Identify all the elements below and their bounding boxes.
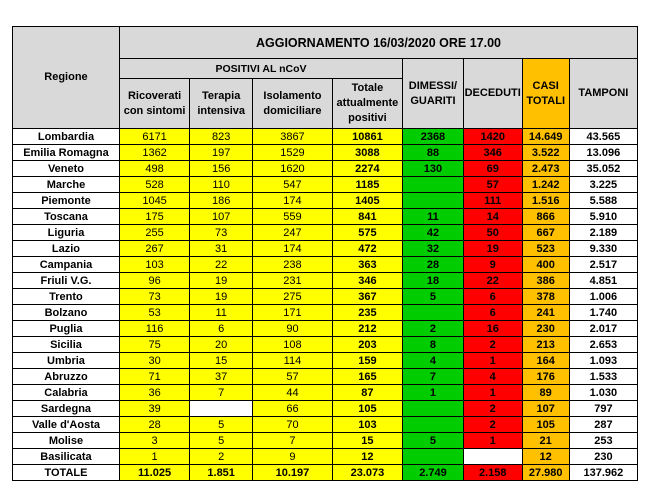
cell-casi-totali: 12 xyxy=(522,449,569,465)
cell-ricoverati: 75 xyxy=(119,337,189,353)
total-cell-casi-totali: 27.980 xyxy=(522,465,569,481)
cell-isolamento: 1529 xyxy=(253,145,333,161)
cell-dimessi: 32 xyxy=(403,241,464,257)
cell-ricoverati: 39 xyxy=(119,401,189,417)
cell-totale-positivi: 575 xyxy=(332,225,402,241)
cell-isolamento: 275 xyxy=(253,289,333,305)
cell-casi-totali: 105 xyxy=(522,417,569,433)
cell-tamponi: 287 xyxy=(569,417,637,433)
cell-casi-totali: 1.516 xyxy=(522,193,569,209)
cell-ricoverati: 498 xyxy=(119,161,189,177)
cell-isolamento: 70 xyxy=(253,417,333,433)
table-row xyxy=(13,225,638,241)
total-cell-isolamento: 10.197 xyxy=(253,465,333,481)
cell-deceduti: 4 xyxy=(463,369,522,385)
cell-tamponi: 2.189 xyxy=(569,225,637,241)
cell-totale-positivi: 10861 xyxy=(332,129,402,145)
cell-terapia: 37 xyxy=(190,369,253,385)
cell-deceduti: 19 xyxy=(463,241,522,257)
cell-deceduti: 6 xyxy=(463,305,522,321)
cell-ricoverati: 175 xyxy=(119,209,189,225)
cell-dimessi: 5 xyxy=(403,433,464,449)
cell-deceduti: 1 xyxy=(463,385,522,401)
cell-tamponi: 5.910 xyxy=(569,209,637,225)
cell-tamponi: 230 xyxy=(569,449,637,465)
cell-regione: Abruzzo xyxy=(13,369,120,385)
cell-casi-totali: 107 xyxy=(522,401,569,417)
cell-regione: Emilia Romagna xyxy=(13,145,120,161)
total-cell-dimessi: 2.749 xyxy=(403,465,464,481)
cell-dimessi xyxy=(403,177,464,193)
cell-terapia xyxy=(190,401,253,417)
cell-deceduti: 9 xyxy=(463,257,522,273)
cell-regione: Marche xyxy=(13,177,120,193)
total-cell-totale-positivi: 23.073 xyxy=(332,465,402,481)
cell-terapia: 7 xyxy=(190,385,253,401)
table-row xyxy=(13,305,638,321)
cell-isolamento: 57 xyxy=(253,369,333,385)
cell-tamponi: 9.330 xyxy=(569,241,637,257)
header-terapia: Terapia intensiva xyxy=(190,79,253,129)
cell-isolamento: 66 xyxy=(253,401,333,417)
cell-terapia: 2 xyxy=(190,449,253,465)
cell-tamponi: 1.533 xyxy=(569,369,637,385)
cell-casi-totali: 523 xyxy=(522,241,569,257)
cell-dimessi xyxy=(403,401,464,417)
cell-casi-totali: 21 xyxy=(522,433,569,449)
cell-terapia: 20 xyxy=(190,337,253,353)
cell-ricoverati: 103 xyxy=(119,257,189,273)
table-row xyxy=(13,145,638,161)
cell-ricoverati: 1 xyxy=(119,449,189,465)
header-regione: Regione xyxy=(13,27,120,129)
cell-regione: Puglia xyxy=(13,321,120,337)
total-cell-terapia: 1.851 xyxy=(190,465,253,481)
cell-terapia: 6 xyxy=(190,321,253,337)
total-cell-ricoverati: 11.025 xyxy=(119,465,189,481)
cell-totale-positivi: 212 xyxy=(332,321,402,337)
cell-deceduti: 69 xyxy=(463,161,522,177)
table-row xyxy=(13,417,638,433)
cell-ricoverati: 71 xyxy=(119,369,189,385)
header-isolamento: Isolamento domiciliare xyxy=(253,79,333,129)
cell-totale-positivi: 159 xyxy=(332,353,402,369)
cell-ricoverati: 1362 xyxy=(119,145,189,161)
cell-deceduti: 2 xyxy=(463,417,522,433)
total-row xyxy=(13,465,638,481)
cell-regione: Lazio xyxy=(13,241,120,257)
cell-totale-positivi: 841 xyxy=(332,209,402,225)
cell-totale-positivi: 203 xyxy=(332,337,402,353)
cell-totale-positivi: 1405 xyxy=(332,193,402,209)
cell-isolamento: 247 xyxy=(253,225,333,241)
cell-dimessi: 130 xyxy=(403,161,464,177)
cell-terapia: 19 xyxy=(190,273,253,289)
cell-casi-totali: 866 xyxy=(522,209,569,225)
cell-tamponi: 1.006 xyxy=(569,289,637,305)
cell-terapia: 197 xyxy=(190,145,253,161)
cell-regione: Trento xyxy=(13,289,120,305)
header-tamponi: TAMPONI xyxy=(569,59,637,129)
table-row xyxy=(13,209,638,225)
cell-regione: Toscana xyxy=(13,209,120,225)
cell-casi-totali: 378 xyxy=(522,289,569,305)
cell-deceduti: 1 xyxy=(463,433,522,449)
cell-isolamento: 1620 xyxy=(253,161,333,177)
cell-tamponi: 1.030 xyxy=(569,385,637,401)
cell-dimessi: 8 xyxy=(403,337,464,353)
cell-terapia: 823 xyxy=(190,129,253,145)
cell-ricoverati: 3 xyxy=(119,433,189,449)
cell-tamponi: 35.052 xyxy=(569,161,637,177)
cell-terapia: 107 xyxy=(190,209,253,225)
cell-regione: Molise xyxy=(13,433,120,449)
cell-totale-positivi: 235 xyxy=(332,305,402,321)
cell-ricoverati: 53 xyxy=(119,305,189,321)
table-title: AGGIORNAMENTO 16/03/2020 ORE 17.00 xyxy=(119,27,637,59)
cell-dimessi xyxy=(403,449,464,465)
cell-deceduti: 346 xyxy=(463,145,522,161)
cell-casi-totali: 164 xyxy=(522,353,569,369)
table-row xyxy=(13,161,638,177)
cell-ricoverati: 116 xyxy=(119,321,189,337)
cell-isolamento: 7 xyxy=(253,433,333,449)
cell-casi-totali: 89 xyxy=(522,385,569,401)
cell-deceduti: 1420 xyxy=(463,129,522,145)
cell-ricoverati: 36 xyxy=(119,385,189,401)
cell-totale-positivi: 1185 xyxy=(332,177,402,193)
cell-terapia: 156 xyxy=(190,161,253,177)
cell-dimessi: 4 xyxy=(403,353,464,369)
cell-ricoverati: 267 xyxy=(119,241,189,257)
cell-regione: Umbria xyxy=(13,353,120,369)
cell-ricoverati: 6171 xyxy=(119,129,189,145)
cell-terapia: 73 xyxy=(190,225,253,241)
cell-regione: Sicilia xyxy=(13,337,120,353)
cell-deceduti xyxy=(463,449,522,465)
total-cell-deceduti: 2.158 xyxy=(463,465,522,481)
table-row xyxy=(13,385,638,401)
cell-dimessi: 18 xyxy=(403,273,464,289)
cell-casi-totali: 400 xyxy=(522,257,569,273)
header-totale-positivi: Totale attualmente positivi xyxy=(332,79,402,129)
cell-dimessi: 7 xyxy=(403,369,464,385)
cell-casi-totali: 386 xyxy=(522,273,569,289)
cell-regione: Campania xyxy=(13,257,120,273)
cell-tamponi: 253 xyxy=(569,433,637,449)
cell-totale-positivi: 363 xyxy=(332,257,402,273)
cell-terapia: 5 xyxy=(190,433,253,449)
cell-totale-positivi: 87 xyxy=(332,385,402,401)
cell-deceduti: 14 xyxy=(463,209,522,225)
cell-dimessi xyxy=(403,305,464,321)
cell-deceduti: 111 xyxy=(463,193,522,209)
cell-isolamento: 44 xyxy=(253,385,333,401)
cell-regione: Bolzano xyxy=(13,305,120,321)
cell-ricoverati: 255 xyxy=(119,225,189,241)
cell-regione: Calabria xyxy=(13,385,120,401)
cell-terapia: 31 xyxy=(190,241,253,257)
table-row xyxy=(13,401,638,417)
table-row xyxy=(13,241,638,257)
cell-isolamento: 9 xyxy=(253,449,333,465)
cell-casi-totali: 1.242 xyxy=(522,177,569,193)
cell-dimessi: 1 xyxy=(403,385,464,401)
cell-regione: Lombardia xyxy=(13,129,120,145)
table-row xyxy=(13,257,638,273)
cell-tamponi: 5.588 xyxy=(569,193,637,209)
cell-terapia: 5 xyxy=(190,417,253,433)
cell-totale-positivi: 346 xyxy=(332,273,402,289)
cell-isolamento: 3867 xyxy=(253,129,333,145)
cell-tamponi: 2.653 xyxy=(569,337,637,353)
cell-casi-totali: 14.649 xyxy=(522,129,569,145)
cell-casi-totali: 2.473 xyxy=(522,161,569,177)
table-row xyxy=(13,337,638,353)
cell-totale-positivi: 2274 xyxy=(332,161,402,177)
cell-isolamento: 174 xyxy=(253,193,333,209)
cell-totale-positivi: 472 xyxy=(332,241,402,257)
cell-regione: Friuli V.G. xyxy=(13,273,120,289)
cell-ricoverati: 1045 xyxy=(119,193,189,209)
cell-deceduti: 57 xyxy=(463,177,522,193)
cell-terapia: 19 xyxy=(190,289,253,305)
cell-regione: Veneto xyxy=(13,161,120,177)
cell-dimessi: 2 xyxy=(403,321,464,337)
cell-tamponi: 2.017 xyxy=(569,321,637,337)
cell-isolamento: 559 xyxy=(253,209,333,225)
cell-totale-positivi: 367 xyxy=(332,289,402,305)
table-row xyxy=(13,129,638,145)
cell-deceduti: 16 xyxy=(463,321,522,337)
header-deceduti: DECEDUTI xyxy=(463,59,522,129)
cell-regione: Liguria xyxy=(13,225,120,241)
cell-dimessi: 5 xyxy=(403,289,464,305)
cell-terapia: 110 xyxy=(190,177,253,193)
cell-totale-positivi: 105 xyxy=(332,401,402,417)
cell-tamponi: 1.093 xyxy=(569,353,637,369)
cell-casi-totali: 667 xyxy=(522,225,569,241)
cell-casi-totali: 3.522 xyxy=(522,145,569,161)
table-body xyxy=(13,129,638,481)
table-row xyxy=(13,193,638,209)
cell-deceduti: 2 xyxy=(463,401,522,417)
cell-casi-totali: 176 xyxy=(522,369,569,385)
cell-ricoverati: 73 xyxy=(119,289,189,305)
covid-table xyxy=(12,26,638,481)
cell-regione: Sardegna xyxy=(13,401,120,417)
header-ricoverati: Ricoverati con sintomi xyxy=(119,79,189,129)
table-row xyxy=(13,353,638,369)
header-positivi: POSITIVI AL nCoV xyxy=(119,59,402,79)
header-casi-totali: CASI TOTALI xyxy=(522,59,569,129)
cell-isolamento: 547 xyxy=(253,177,333,193)
cell-ricoverati: 528 xyxy=(119,177,189,193)
cell-isolamento: 171 xyxy=(253,305,333,321)
cell-regione: Basilicata xyxy=(13,449,120,465)
table-row xyxy=(13,321,638,337)
table-row xyxy=(13,449,638,465)
total-cell-regione: TOTALE xyxy=(13,465,120,481)
cell-deceduti: 1 xyxy=(463,353,522,369)
cell-terapia: 11 xyxy=(190,305,253,321)
cell-deceduti: 2 xyxy=(463,337,522,353)
cell-terapia: 186 xyxy=(190,193,253,209)
cell-totale-positivi: 3088 xyxy=(332,145,402,161)
cell-regione: Piemonte xyxy=(13,193,120,209)
cell-casi-totali: 213 xyxy=(522,337,569,353)
cell-tamponi: 43.565 xyxy=(569,129,637,145)
cell-isolamento: 174 xyxy=(253,241,333,257)
cell-tamponi: 1.740 xyxy=(569,305,637,321)
cell-totale-positivi: 12 xyxy=(332,449,402,465)
table-row xyxy=(13,369,638,385)
cell-terapia: 22 xyxy=(190,257,253,273)
cell-isolamento: 90 xyxy=(253,321,333,337)
cell-tamponi: 2.517 xyxy=(569,257,637,273)
cell-ricoverati: 28 xyxy=(119,417,189,433)
cell-isolamento: 108 xyxy=(253,337,333,353)
cell-terapia: 15 xyxy=(190,353,253,369)
total-cell-tamponi: 137.962 xyxy=(569,465,637,481)
cell-dimessi: 28 xyxy=(403,257,464,273)
cell-dimessi: 11 xyxy=(403,209,464,225)
table-row xyxy=(13,289,638,305)
cell-dimessi: 88 xyxy=(403,145,464,161)
cell-tamponi: 13.096 xyxy=(569,145,637,161)
cell-dimessi: 42 xyxy=(403,225,464,241)
cell-regione: Valle d'Aosta xyxy=(13,417,120,433)
cell-isolamento: 238 xyxy=(253,257,333,273)
cell-ricoverati: 30 xyxy=(119,353,189,369)
cell-casi-totali: 241 xyxy=(522,305,569,321)
cell-dimessi: 2368 xyxy=(403,129,464,145)
cell-dimessi xyxy=(403,193,464,209)
cell-isolamento: 114 xyxy=(253,353,333,369)
cell-dimessi xyxy=(403,417,464,433)
cell-tamponi: 3.225 xyxy=(569,177,637,193)
table-row xyxy=(13,273,638,289)
table-row xyxy=(13,433,638,449)
table-row xyxy=(13,177,638,193)
header-dimessi: DIMESSI/ GUARITI xyxy=(403,59,464,129)
cell-tamponi: 4.851 xyxy=(569,273,637,289)
cell-deceduti: 6 xyxy=(463,289,522,305)
cell-totale-positivi: 103 xyxy=(332,417,402,433)
cell-tamponi: 797 xyxy=(569,401,637,417)
cell-totale-positivi: 15 xyxy=(332,433,402,449)
cell-casi-totali: 230 xyxy=(522,321,569,337)
cell-isolamento: 231 xyxy=(253,273,333,289)
cell-deceduti: 50 xyxy=(463,225,522,241)
cell-totale-positivi: 165 xyxy=(332,369,402,385)
cell-deceduti: 22 xyxy=(463,273,522,289)
cell-ricoverati: 96 xyxy=(119,273,189,289)
